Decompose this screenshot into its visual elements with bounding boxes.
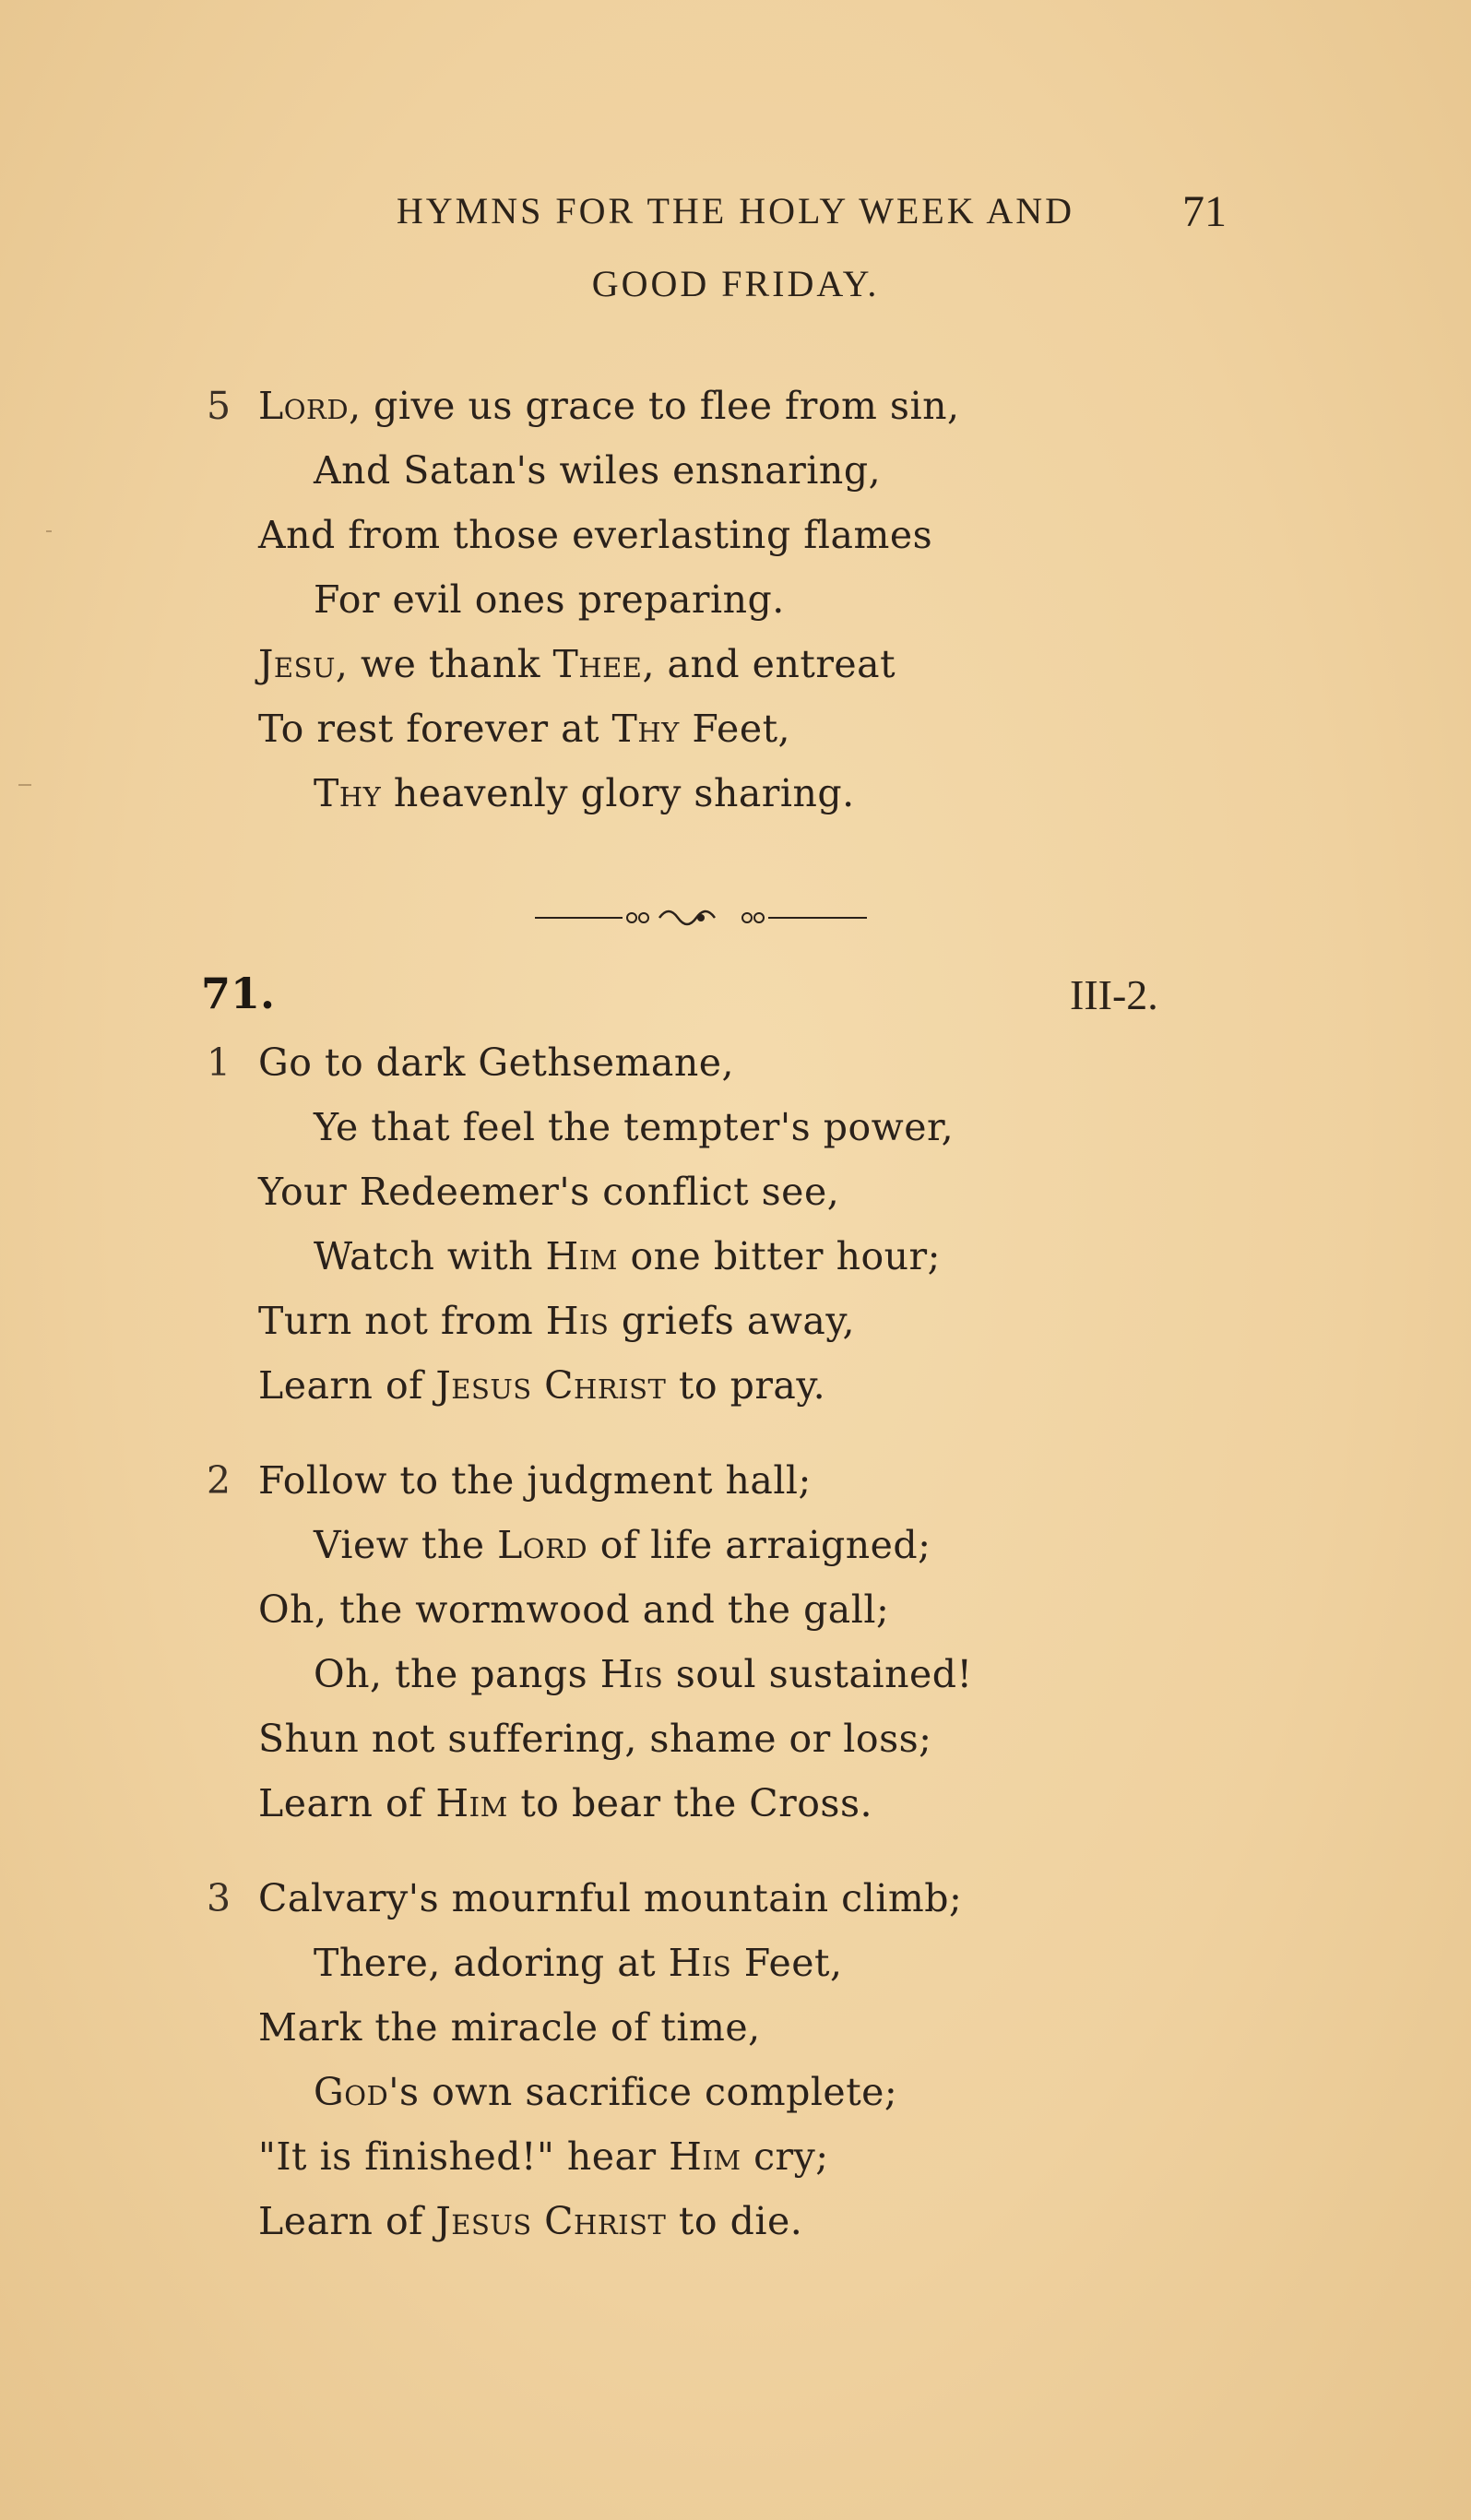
verse-line: Learn of Jesus Christ to die. bbox=[258, 2199, 803, 2243]
verse-line: There, adoring at His Feet, bbox=[314, 1941, 843, 1985]
verse-line: Follow to the judgment hall; bbox=[258, 1458, 812, 1503]
verse-line: Learn of Jesus Christ to pray. bbox=[258, 1363, 826, 1408]
hymn-number: 71. bbox=[201, 969, 276, 1018]
verse-line: Shun not suffering, shame or loss; bbox=[258, 1717, 932, 1761]
verse-line: To rest forever at Thy Feet, bbox=[258, 707, 791, 751]
ornamental-divider bbox=[535, 899, 867, 936]
verse-line: Learn of Him to bear the Cross. bbox=[258, 1781, 873, 1825]
stanza-number: 2 bbox=[207, 1458, 231, 1503]
running-header-line2: GOOD FRIDAY. bbox=[591, 263, 880, 304]
verse-line: Lord, give us grace to flee from sin, bbox=[258, 384, 960, 428]
verse-line: Watch with Him one bitter hour; bbox=[314, 1234, 941, 1278]
tune-reference: III-2. bbox=[1070, 971, 1158, 1018]
margin-mark bbox=[46, 530, 52, 532]
margin-mark bbox=[18, 784, 31, 786]
verse-line: Mark the miracle of time, bbox=[258, 2005, 761, 2050]
verse-line: View the Lord of life arraigned; bbox=[314, 1523, 931, 1567]
verse-line: Calvary's mournful mountain climb; bbox=[258, 1876, 963, 1920]
verse-line: God's own sacrifice complete; bbox=[314, 2070, 898, 2114]
stanza-number: 5 bbox=[207, 384, 231, 428]
verse-line: Oh, the pangs His soul sustained! bbox=[314, 1652, 973, 1696]
stanza-number: 3 bbox=[207, 1876, 231, 1920]
running-header-line1: HYMNS FOR THE HOLY WEEK AND bbox=[396, 190, 1075, 232]
stanza-number: 1 bbox=[207, 1040, 231, 1085]
verse-line: And Satan's wiles ensnaring, bbox=[314, 448, 882, 493]
verse-line: Thy heavenly glory sharing. bbox=[314, 771, 855, 815]
verse-line: Your Redeemer's conflict see, bbox=[258, 1170, 840, 1214]
verse-line: "It is finished!" hear Him cry; bbox=[258, 2134, 829, 2179]
verse-line: Turn not from His griefs away, bbox=[258, 1299, 856, 1343]
verse-line: Go to dark Gethsemane, bbox=[258, 1040, 735, 1085]
verse-line: For evil ones preparing. bbox=[314, 577, 785, 622]
verse-line: Ye that feel the tempter's power, bbox=[314, 1105, 955, 1149]
verse-line: And from those everlasting flames bbox=[258, 513, 933, 557]
verse-line: Jesu, we thank Thee, and entreat bbox=[258, 642, 896, 686]
verse-line: Oh, the wormwood and the gall; bbox=[258, 1587, 890, 1632]
page-number: 71 bbox=[1182, 187, 1227, 236]
